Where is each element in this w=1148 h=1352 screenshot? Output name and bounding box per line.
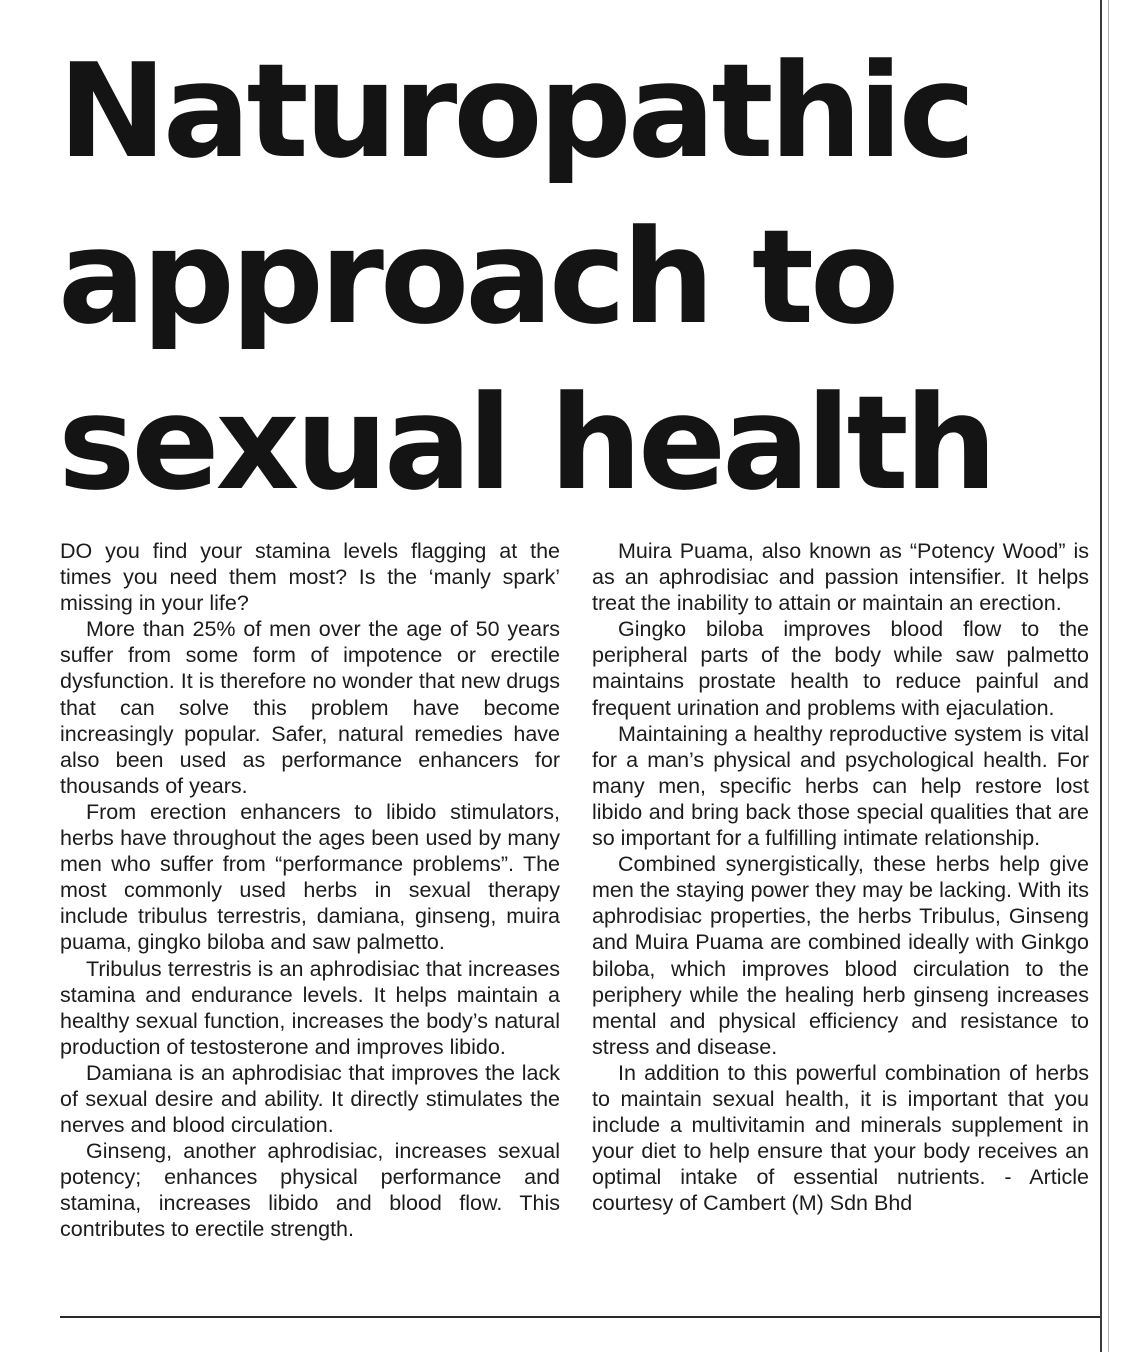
paragraph: Muira Puama, also known as “Potency Wood” is as an aphrodisiac and passion intensifier. It helps treat the inability to attain or maintain an erection. xyxy=(592,539,1089,616)
right-border-rule xyxy=(1100,0,1102,1352)
paragraph: In addition to this powerful combination of herbs to maintain sexual health, it is important that you include a multivitamin and minerals supplement in your diet to help ensure that your body receives an optimal intake of essential nutrients. - Article courtesy of Cambert (M) Sdn Bhd xyxy=(592,1060,1089,1216)
paragraph: Tribulus terrestris is an aphrodisiac that increases stamina and endurance levels. It helps maintain a healthy sexual function, increases the body’s natural production of testosterone and improves libido. xyxy=(60,956,560,1059)
paragraph: More than 25% of men over the age of 50 years suffer from some form of impotence or erectile dysfunction. It is therefore no wonder that new drugs that can solve this problem have become increasingly popular. Safer, natural remedies have also been used as performance enhancers for thousands of years. xyxy=(60,617,560,798)
paragraph: Gingko biloba improves blood flow to the peripheral parts of the body while saw palmetto maintains prostate health to reduce painful and frequent urination and problems with ejaculation. xyxy=(592,617,1089,720)
paragraph: From erection enhancers to libido stimulators, herbs have throughout the ages been used by many men who suffer from “performance problems”. The most commonly used herbs in sexual therapy include tribulus terrestris, damiana, ginseng, muira puama, gingko biloba and saw palmetto. xyxy=(60,799,560,955)
paragraph: Combined synergistically, these herbs help give men the staying power they may be lacking. With its aphrodisiac properties, the herbs Tribulus, Ginseng and Muira Puama are combined ideally with Ginkgo biloba, which improves blood circulation to the periphery while the healing herb ginseng increases mental and physical efficiency and resistance to stress and disease. xyxy=(592,852,1089,1059)
headline xyxy=(58,28,1078,526)
headline-line-1: Naturopathic xyxy=(58,35,972,187)
right-border-rule-outer xyxy=(1108,0,1109,1352)
headline-line-2: approach to xyxy=(58,201,896,353)
article-column-left xyxy=(60,538,560,1243)
headline-line-3: sexual health xyxy=(58,367,994,519)
article-column-right xyxy=(592,538,1089,1216)
paragraph: DO you find your stamina levels flagging at the times you need them most? Is the ‘manly spark’ missing in your life? xyxy=(60,539,560,616)
bottom-rule xyxy=(60,1316,1100,1318)
paragraph: Maintaining a healthy reproductive system is vital for a man’s physical and psychological health. For many men, specific herbs can help restore lost libido and bring back those special qualities that are so important for a fulfilling intimate relationship. xyxy=(592,721,1089,851)
paragraph: Ginseng, another aphrodisiac, increases sexual potency; enhances physical performance and stamina, increases libido and blood flow. This contributes to erectile strength. xyxy=(60,1139,560,1242)
paragraph: Damiana is an aphrodisiac that improves the lack of sexual desire and ability. It directly stimulates the nerves and blood circulation. xyxy=(60,1060,560,1138)
